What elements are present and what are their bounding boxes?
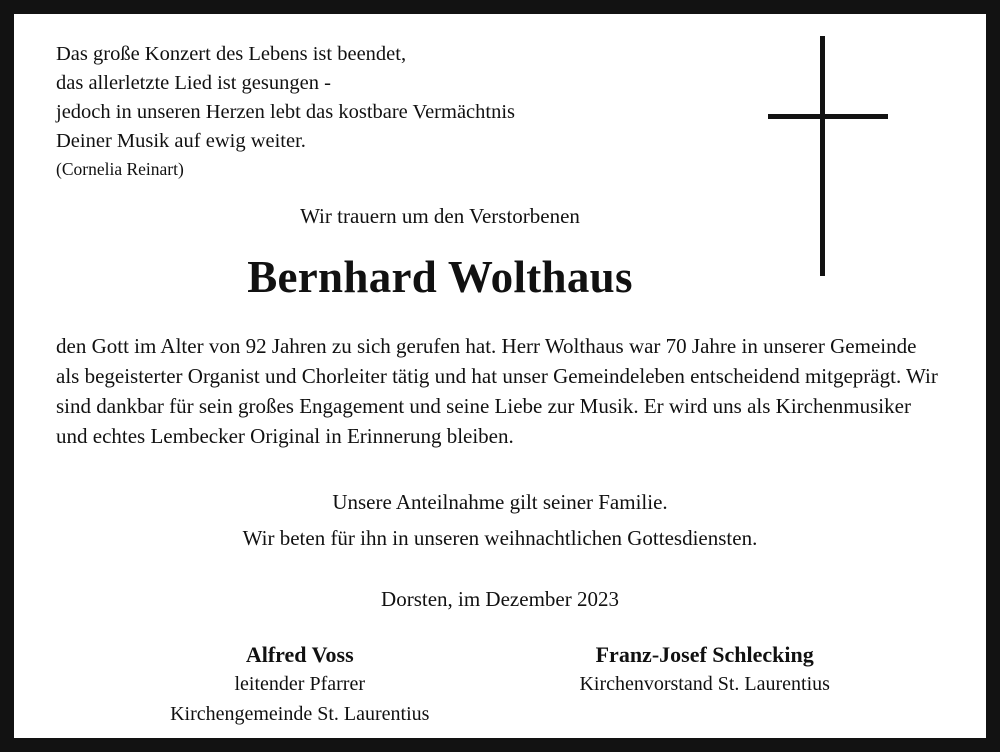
signer-block-right [579, 642, 830, 728]
signer-name: Franz-Josef Schlecking [595, 642, 814, 668]
notice-inner [14, 14, 986, 738]
cross-horizontal-bar [768, 114, 888, 119]
signer-block-left [170, 642, 429, 728]
deceased-name: Bernhard Wolthaus [247, 252, 633, 303]
signer-role-line-1: Kirchenvorstand St. Laurentius [579, 673, 830, 696]
sympathy-line-1: Unsere Anteilnahme gilt seiner Familie. [332, 490, 668, 515]
poem-source: (Cornelia Reinart) [56, 159, 184, 180]
place-and-date: Dorsten, im Dezember 2023 [381, 587, 619, 612]
cross-vertical-bar [820, 36, 825, 276]
notice-body-text: den Gott im Alter von 92 Jahren zu sich gerufen hat. Herr Wolthaus war 70 Jahre in unserer Gemeinde als begeisterter Organist und Chorleiter tätig und hat unser Gemeindeleben entscheidend mitgeprägt. Wir sind dankbar für sein großes Engagement und seine Liebe zur Musik. Er wird uns als Kirchenmusiker und echtes Lembecker Original in Erinnerung bleiben. [56, 334, 938, 449]
poem-line-2: das allerletzte Lied ist gesungen - [56, 72, 331, 95]
sympathy-block [56, 487, 944, 553]
mourning-line: Wir trauern um den Verstorbenen [300, 204, 580, 229]
poem-line-1: Das große Konzert des Lebens ist beendet, [56, 43, 407, 65]
poem-line-3: jedoch in unseren Herzen lebt das kostbare Vermächtnis [56, 101, 516, 124]
sympathy-line-2: Wir beten für ihn in unseren weihnachtlichen Gottesdiensten. [242, 525, 758, 550]
christian-cross-icon [768, 36, 888, 276]
signer-role-line-2: Kirchengemeinde St. Laurentius [170, 703, 430, 726]
poem-line-4: Deiner Musik auf ewig weiter. [56, 130, 306, 153]
poem-block [56, 40, 676, 182]
signer-name: Alfred Voss [245, 642, 354, 668]
signer-role-line-1: leitender Pfarrer [234, 673, 365, 696]
signers-block [56, 642, 944, 728]
